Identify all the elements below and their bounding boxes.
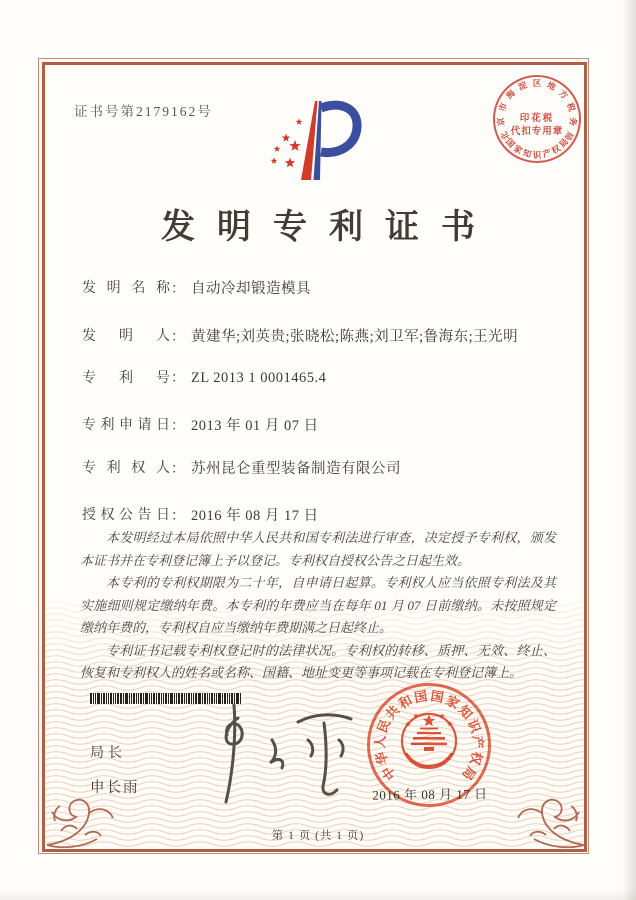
field-label: 专利申请日 [82, 418, 170, 433]
logo-stars-icon [271, 119, 303, 168]
logo-p-bowl [321, 105, 357, 152]
field-label: 专利权人 [82, 461, 170, 476]
field-value: ZL 2013 1 0001465.4 [191, 370, 327, 386]
field-invention-name: 发明名称： 自动冷却锻造模具 [82, 277, 311, 298]
corner-flourish-icon [41, 773, 119, 851]
field-patent-number: 专利号： ZL 2013 1 0001465.4 [82, 367, 326, 387]
cnipa-logo-icon [246, 96, 396, 192]
field-label: 发明人 [82, 329, 170, 344]
page-number: 第 1 页 (共 1 页) [271, 830, 365, 842]
cnipa-official-seal: 中 华 人 民 共 和 国 国 家 知 识 产 权 局 [367, 683, 491, 807]
corner-flourish-icon [512, 773, 590, 851]
field-patentee: 专利权人： 苏州昆仑重型装备制造有限公司 [82, 457, 401, 478]
field-label: 授权公告日 [82, 508, 170, 523]
national-emblem-icon [394, 705, 464, 779]
legal-paragraph-1: 本发明经过本局依照中华人民共和国专利法进行审查，决定授予专利权，颁发本证书并在专利登记簿上予以登记。专利权自授权公告之日起生效。 [80, 530, 556, 568]
field-value: 自动冷却锻造模具 [191, 281, 311, 297]
legal-text [80, 527, 556, 685]
scan-shadow-right [622, 0, 636, 900]
field-inventors: 发明人： 黄建华;刘英贵;张晓松;陈燕;刘卫军;鲁海东;王光明 [82, 325, 518, 346]
field-label: 专利号 [82, 371, 170, 386]
tax-seal-line2: 代扣专用章 [510, 127, 564, 137]
certificate-number: 证书号第2179162号 [74, 104, 213, 119]
field-value: 黄建华;刘英贵;张晓松;陈燕;刘卫军;鲁海东;王光明 [191, 329, 519, 345]
field-filing-date: 专利申请日： 2013 年 01 月 07 日 [82, 414, 319, 435]
signer-name: 申长雨 [90, 780, 140, 796]
field-grant-date: 授权公告日： 2016 年 08 月 17 日 [82, 504, 319, 525]
field-label: 发明名称 [82, 281, 170, 296]
scan-shadow-bottom [0, 890, 636, 900]
signature-handwriting [188, 698, 358, 810]
field-value: 苏州昆仑重型装备制造有限公司 [191, 461, 401, 477]
tax-seal-line1: 印花税 [519, 114, 555, 124]
field-value: 2016 年 08 月 17 日 [191, 508, 319, 524]
legal-paragraph-3: 专利证书记载专利权登记时的法律状况。专利权的转移、质押、无效、终止、恢复和专利权人的姓名或名称、国籍、地址变更等事项记载在专利登记簿上。 [80, 642, 556, 680]
signer-title: 局长 [90, 746, 126, 761]
field-value: 2013 年 01 月 07 日 [191, 418, 319, 434]
legal-paragraph-2: 本专利的专利权期限为二十年，自申请日起算。专利权人应当依照专利法及其实施细则规定缴纳年费。本专利的年费应当在每年 01 月 07 日前缴纳。未按照规定缴纳年费的，专利权自应当缴纳年费期满之日起终止。 [80, 575, 556, 635]
certificate-title: 发明专利证书 [161, 209, 497, 246]
seal-date: 2016 年 08 月 17 日 [372, 786, 488, 803]
tax-stamp-seal: 印花税 代扣专用章 北 京 市 海 淀 区 地 方 税 务 局 国 家 知 识 产 权 局 [492, 74, 582, 164]
